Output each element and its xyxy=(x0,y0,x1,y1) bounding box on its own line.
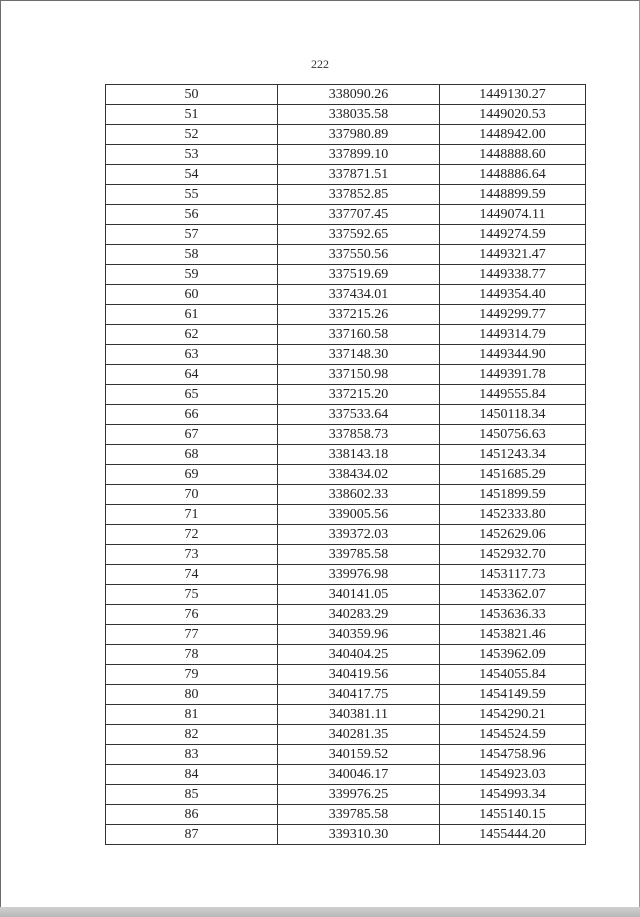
y-coordinate-cell: 1449130.27 xyxy=(440,85,586,105)
point-number-cell: 54 xyxy=(106,165,278,185)
y-coordinate-cell: 1448888.60 xyxy=(440,145,586,165)
table-row xyxy=(106,405,586,425)
table-row xyxy=(106,685,586,705)
table-row xyxy=(106,105,586,125)
coordinate-table xyxy=(105,84,586,845)
y-coordinate-cell: 1452932.70 xyxy=(440,545,586,565)
y-coordinate-cell: 1455444.20 xyxy=(440,825,586,845)
y-coordinate-cell: 1453362.07 xyxy=(440,585,586,605)
y-coordinate-cell: 1449555.84 xyxy=(440,385,586,405)
point-number-cell: 51 xyxy=(106,105,278,125)
table-row xyxy=(106,565,586,585)
table-row xyxy=(106,785,586,805)
x-coordinate-cell: 338090.26 xyxy=(278,85,440,105)
y-coordinate-cell: 1454149.59 xyxy=(440,685,586,705)
x-coordinate-cell: 337160.58 xyxy=(278,325,440,345)
x-coordinate-cell: 337592.65 xyxy=(278,225,440,245)
y-coordinate-cell: 1452629.06 xyxy=(440,525,586,545)
point-number-cell: 76 xyxy=(106,605,278,625)
x-coordinate-cell: 337533.64 xyxy=(278,405,440,425)
point-number-cell: 70 xyxy=(106,485,278,505)
point-number-cell: 71 xyxy=(106,505,278,525)
point-number-cell: 74 xyxy=(106,565,278,585)
point-number-cell: 61 xyxy=(106,305,278,325)
table-row xyxy=(106,585,586,605)
x-coordinate-cell: 337980.89 xyxy=(278,125,440,145)
x-coordinate-cell: 340283.29 xyxy=(278,605,440,625)
table-row xyxy=(106,365,586,385)
table-row xyxy=(106,545,586,565)
x-coordinate-cell: 338035.58 xyxy=(278,105,440,125)
table-row xyxy=(106,385,586,405)
y-coordinate-cell: 1454993.34 xyxy=(440,785,586,805)
table-row xyxy=(106,225,586,245)
point-number-cell: 69 xyxy=(106,465,278,485)
point-number-cell: 65 xyxy=(106,385,278,405)
table-row xyxy=(106,145,586,165)
y-coordinate-cell: 1449299.77 xyxy=(440,305,586,325)
x-coordinate-cell: 337707.45 xyxy=(278,205,440,225)
x-coordinate-cell: 340159.52 xyxy=(278,745,440,765)
x-coordinate-cell: 339785.58 xyxy=(278,805,440,825)
page-number: 222 xyxy=(311,57,329,71)
x-coordinate-cell: 337215.20 xyxy=(278,385,440,405)
x-coordinate-cell: 339785.58 xyxy=(278,545,440,565)
point-number-cell: 85 xyxy=(106,785,278,805)
x-coordinate-cell: 339372.03 xyxy=(278,525,440,545)
table-row xyxy=(106,605,586,625)
x-coordinate-cell: 337871.51 xyxy=(278,165,440,185)
y-coordinate-cell: 1455140.15 xyxy=(440,805,586,825)
x-coordinate-cell: 338602.33 xyxy=(278,485,440,505)
scan-bottom-edge xyxy=(0,907,640,917)
x-coordinate-cell: 340141.05 xyxy=(278,585,440,605)
table-row xyxy=(106,425,586,445)
y-coordinate-cell: 1449391.78 xyxy=(440,365,586,385)
x-coordinate-cell: 339976.25 xyxy=(278,785,440,805)
point-number-cell: 83 xyxy=(106,745,278,765)
table-row xyxy=(106,465,586,485)
y-coordinate-cell: 1453821.46 xyxy=(440,625,586,645)
y-coordinate-cell: 1448942.00 xyxy=(440,125,586,145)
table-row xyxy=(106,625,586,645)
x-coordinate-cell: 338143.18 xyxy=(278,445,440,465)
y-coordinate-cell: 1451685.29 xyxy=(440,465,586,485)
table-row xyxy=(106,725,586,745)
x-coordinate-cell: 337215.26 xyxy=(278,305,440,325)
point-number-cell: 57 xyxy=(106,225,278,245)
y-coordinate-cell: 1449344.90 xyxy=(440,345,586,365)
table-row xyxy=(106,645,586,665)
point-number-cell: 64 xyxy=(106,365,278,385)
point-number-cell: 86 xyxy=(106,805,278,825)
point-number-cell: 72 xyxy=(106,525,278,545)
point-number-cell: 84 xyxy=(106,765,278,785)
point-number-cell: 67 xyxy=(106,425,278,445)
table-row xyxy=(106,745,586,765)
y-coordinate-cell: 1451243.34 xyxy=(440,445,586,465)
x-coordinate-cell: 339976.98 xyxy=(278,565,440,585)
x-coordinate-cell: 338434.02 xyxy=(278,465,440,485)
x-coordinate-cell: 337434.01 xyxy=(278,285,440,305)
point-number-cell: 53 xyxy=(106,145,278,165)
x-coordinate-cell: 340359.96 xyxy=(278,625,440,645)
x-coordinate-cell: 340404.25 xyxy=(278,645,440,665)
x-coordinate-cell: 337858.73 xyxy=(278,425,440,445)
table-row xyxy=(106,185,586,205)
y-coordinate-cell: 1453117.73 xyxy=(440,565,586,585)
x-coordinate-cell: 337150.98 xyxy=(278,365,440,385)
point-number-cell: 82 xyxy=(106,725,278,745)
x-coordinate-cell: 339310.30 xyxy=(278,825,440,845)
table-row xyxy=(106,245,586,265)
table-row xyxy=(106,505,586,525)
table-row xyxy=(106,825,586,845)
point-number-cell: 79 xyxy=(106,665,278,685)
y-coordinate-cell: 1449074.11 xyxy=(440,205,586,225)
point-number-cell: 73 xyxy=(106,545,278,565)
x-coordinate-cell: 340046.17 xyxy=(278,765,440,785)
y-coordinate-cell: 1453962.09 xyxy=(440,645,586,665)
table-row xyxy=(106,265,586,285)
point-number-cell: 60 xyxy=(106,285,278,305)
table-row xyxy=(106,305,586,325)
point-number-cell: 78 xyxy=(106,645,278,665)
table-row xyxy=(106,125,586,145)
point-number-cell: 77 xyxy=(106,625,278,645)
x-coordinate-cell: 340281.35 xyxy=(278,725,440,745)
table-row xyxy=(106,445,586,465)
point-number-cell: 68 xyxy=(106,445,278,465)
point-number-cell: 75 xyxy=(106,585,278,605)
y-coordinate-cell: 1454055.84 xyxy=(440,665,586,685)
point-number-cell: 58 xyxy=(106,245,278,265)
y-coordinate-cell: 1448886.64 xyxy=(440,165,586,185)
y-coordinate-cell: 1454923.03 xyxy=(440,765,586,785)
x-coordinate-cell: 337899.10 xyxy=(278,145,440,165)
table-row xyxy=(106,345,586,365)
table-row xyxy=(106,705,586,725)
y-coordinate-cell: 1454524.59 xyxy=(440,725,586,745)
x-coordinate-cell: 337519.69 xyxy=(278,265,440,285)
table-row xyxy=(106,325,586,345)
x-coordinate-cell: 337550.56 xyxy=(278,245,440,265)
table-row xyxy=(106,665,586,685)
table-row xyxy=(106,285,586,305)
y-coordinate-cell: 1454290.21 xyxy=(440,705,586,725)
table-row xyxy=(106,805,586,825)
point-number-cell: 52 xyxy=(106,125,278,145)
table-row xyxy=(106,85,586,105)
point-number-cell: 50 xyxy=(106,85,278,105)
x-coordinate-cell: 340417.75 xyxy=(278,685,440,705)
table-row xyxy=(106,525,586,545)
y-coordinate-cell: 1448899.59 xyxy=(440,185,586,205)
y-coordinate-cell: 1451899.59 xyxy=(440,485,586,505)
y-coordinate-cell: 1449321.47 xyxy=(440,245,586,265)
table-row xyxy=(106,165,586,185)
y-coordinate-cell: 1449020.53 xyxy=(440,105,586,125)
x-coordinate-cell: 337852.85 xyxy=(278,185,440,205)
y-coordinate-cell: 1450118.34 xyxy=(440,405,586,425)
point-number-cell: 56 xyxy=(106,205,278,225)
table-row xyxy=(106,485,586,505)
y-coordinate-cell: 1453636.33 xyxy=(440,605,586,625)
point-number-cell: 80 xyxy=(106,685,278,705)
point-number-cell: 87 xyxy=(106,825,278,845)
point-number-cell: 59 xyxy=(106,265,278,285)
point-number-cell: 66 xyxy=(106,405,278,425)
x-coordinate-cell: 337148.30 xyxy=(278,345,440,365)
y-coordinate-cell: 1449274.59 xyxy=(440,225,586,245)
coordinate-table-body xyxy=(106,85,586,845)
x-coordinate-cell: 340419.56 xyxy=(278,665,440,685)
table-row xyxy=(106,765,586,785)
y-coordinate-cell: 1449314.79 xyxy=(440,325,586,345)
point-number-cell: 81 xyxy=(106,705,278,725)
x-coordinate-cell: 339005.56 xyxy=(278,505,440,525)
table-row xyxy=(106,205,586,225)
y-coordinate-cell: 1452333.80 xyxy=(440,505,586,525)
point-number-cell: 55 xyxy=(106,185,278,205)
y-coordinate-cell: 1449338.77 xyxy=(440,265,586,285)
x-coordinate-cell: 340381.11 xyxy=(278,705,440,725)
point-number-cell: 62 xyxy=(106,325,278,345)
point-number-cell: 63 xyxy=(106,345,278,365)
y-coordinate-cell: 1449354.40 xyxy=(440,285,586,305)
y-coordinate-cell: 1450756.63 xyxy=(440,425,586,445)
y-coordinate-cell: 1454758.96 xyxy=(440,745,586,765)
